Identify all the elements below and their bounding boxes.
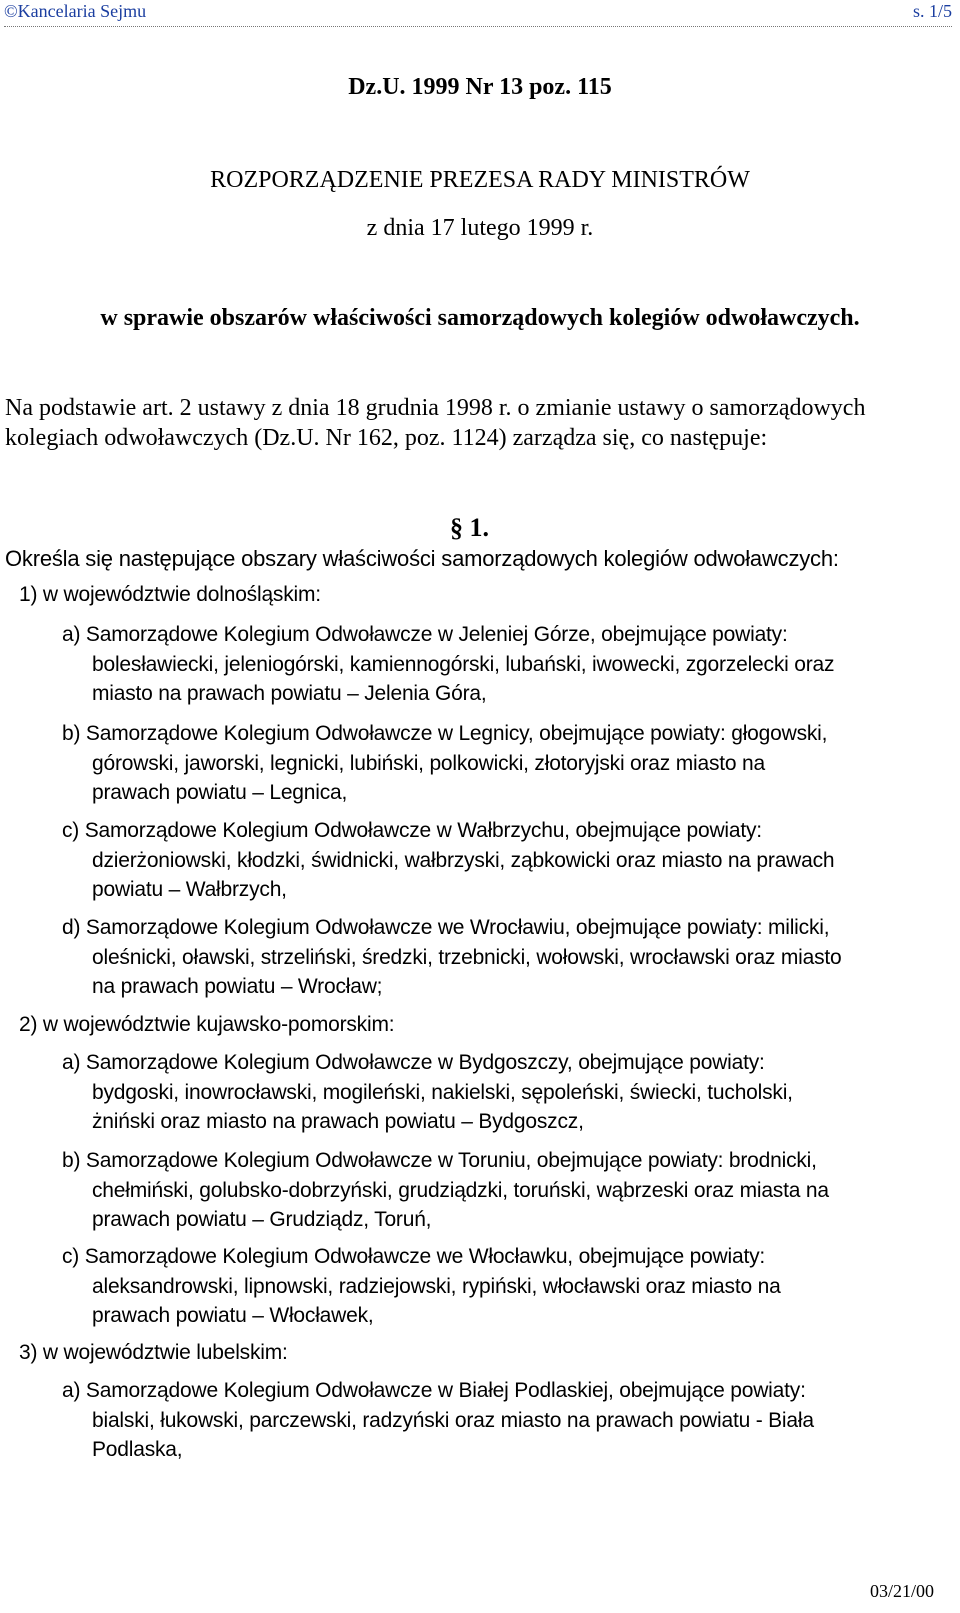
page-number-link[interactable]: s. 1/5 bbox=[912, 1, 952, 21]
item-line: powiatu – Wałbrzych, bbox=[92, 878, 287, 901]
legal-basis: Na podstawie art. 2 ustawy z dnia 18 grudnia 1998 r. o zmianie ustawy o samorządowych kolegiach odwoławczych (Dz.U. Nr 162, poz. 1124) zarządza się, co następuje: bbox=[5, 395, 866, 451]
voivodeship-label: 1) w województwie dolnośląskim: bbox=[19, 583, 321, 606]
item-line: prawach powiatu – Włocławek, bbox=[92, 1304, 374, 1327]
item-line: na prawach powiatu – Wrocław; bbox=[92, 975, 383, 998]
list-item bbox=[62, 816, 922, 905]
item-line: górowski, jaworski, legnicki, lubiński, polkowicki, złotoryjski oraz miasto na bbox=[92, 751, 765, 775]
voivodeship-label: 3) w województwie lubelskim: bbox=[19, 1341, 288, 1364]
item-line: oleśnicki, oławski, strzeliński, średzki, trzebnicki, wołowski, wrocławski oraz miasto bbox=[92, 945, 842, 969]
item-first-line: a) Samorządowe Kolegium Odwoławcze w Bydgoszczy, obejmujące powiaty: bbox=[62, 1051, 765, 1074]
item-line: chełmiński, golubsko-dobrzyński, grudziądzki, toruński, wąbrzeski oraz miasta na bbox=[92, 1178, 829, 1202]
footer-date: 03/21/00 bbox=[869, 1581, 934, 1601]
copyright-link[interactable]: ©Kancelaria Sejmu bbox=[4, 1, 147, 21]
document-title: ROZPORZĄDZENIE PREZESA RADY MINISTRÓW bbox=[210, 167, 750, 193]
item-first-line: b) Samorządowe Kolegium Odwoławcze w Legnicy, obejmujące powiaty: głogowski, bbox=[62, 722, 828, 745]
journal-reference: Dz.U. 1999 Nr 13 poz. 115 bbox=[348, 74, 612, 100]
list-item bbox=[62, 620, 922, 709]
item-line: bialski, łukowski, parczewski, radzyński oraz miasto na prawach powiatu - Biała bbox=[92, 1408, 814, 1432]
item-line: bolesławiecki, jeleniogórski, kamiennogórski, lubański, iwowecki, zgorzelecki oraz bbox=[92, 652, 835, 676]
item-first-line: b) Samorządowe Kolegium Odwoławcze w Toruniu, obejmujące powiaty: brodnicki, bbox=[62, 1149, 817, 1172]
item-line: Podlaska, bbox=[92, 1438, 183, 1461]
intro-paragraph: Określa się następujące obszary właściwości samorządowych kolegiów odwoławczych: bbox=[5, 546, 839, 571]
document-date: z dnia 17 lutego 1999 r. bbox=[366, 215, 594, 241]
item-line: bydgoski, inowrocławski, mogileński, nakielski, sępoleński, świecki, tucholski, bbox=[92, 1080, 793, 1104]
item-line: prawach powiatu – Legnica, bbox=[92, 781, 348, 804]
list-item bbox=[62, 1242, 922, 1331]
item-line: żniński oraz miasto na prawach powiatu – Bydgoszcz, bbox=[92, 1110, 584, 1133]
item-first-line: a) Samorządowe Kolegium Odwoławcze w Jeleniej Górze, obejmujące powiaty: bbox=[62, 623, 788, 646]
header-divider bbox=[4, 26, 952, 27]
item-first-line: a) Samorządowe Kolegium Odwoławcze w Białej Podlaskiej, obejmujące powiaty: bbox=[62, 1379, 806, 1402]
list-item bbox=[62, 719, 922, 808]
item-first-line: d) Samorządowe Kolegium Odwoławcze we Wrocławiu, obejmujące powiaty: milicki, bbox=[62, 916, 830, 939]
voivodeship-label: 2) w województwie kujawsko-pomorskim: bbox=[19, 1013, 395, 1036]
item-line: prawach powiatu – Grudziądz, Toruń, bbox=[92, 1208, 432, 1231]
list-item bbox=[62, 1048, 922, 1137]
item-line: dzierżoniowski, kłodzki, świdnicki, wałbrzyski, ząbkowicki oraz miasto na prawach bbox=[92, 848, 835, 872]
document-subject: w sprawie obszarów właściwości samorządowych kolegiów odwoławczych. bbox=[100, 305, 860, 331]
item-line: miasto na prawach powiatu – Jelenia Góra, bbox=[92, 682, 487, 705]
section-heading: § 1. bbox=[450, 513, 489, 542]
item-first-line: c) Samorządowe Kolegium Odwoławcze we Włocławku, obejmujące powiaty: bbox=[62, 1245, 766, 1268]
item-first-line: c) Samorządowe Kolegium Odwoławcze w Wałbrzychu, obejmujące powiaty: bbox=[62, 819, 762, 842]
list-item bbox=[62, 1146, 922, 1235]
list-item bbox=[62, 1376, 922, 1465]
list-item bbox=[62, 913, 922, 1002]
item-line: aleksandrowski, lipnowski, radziejowski, rypiński, włocławski oraz miasto na bbox=[92, 1274, 781, 1298]
